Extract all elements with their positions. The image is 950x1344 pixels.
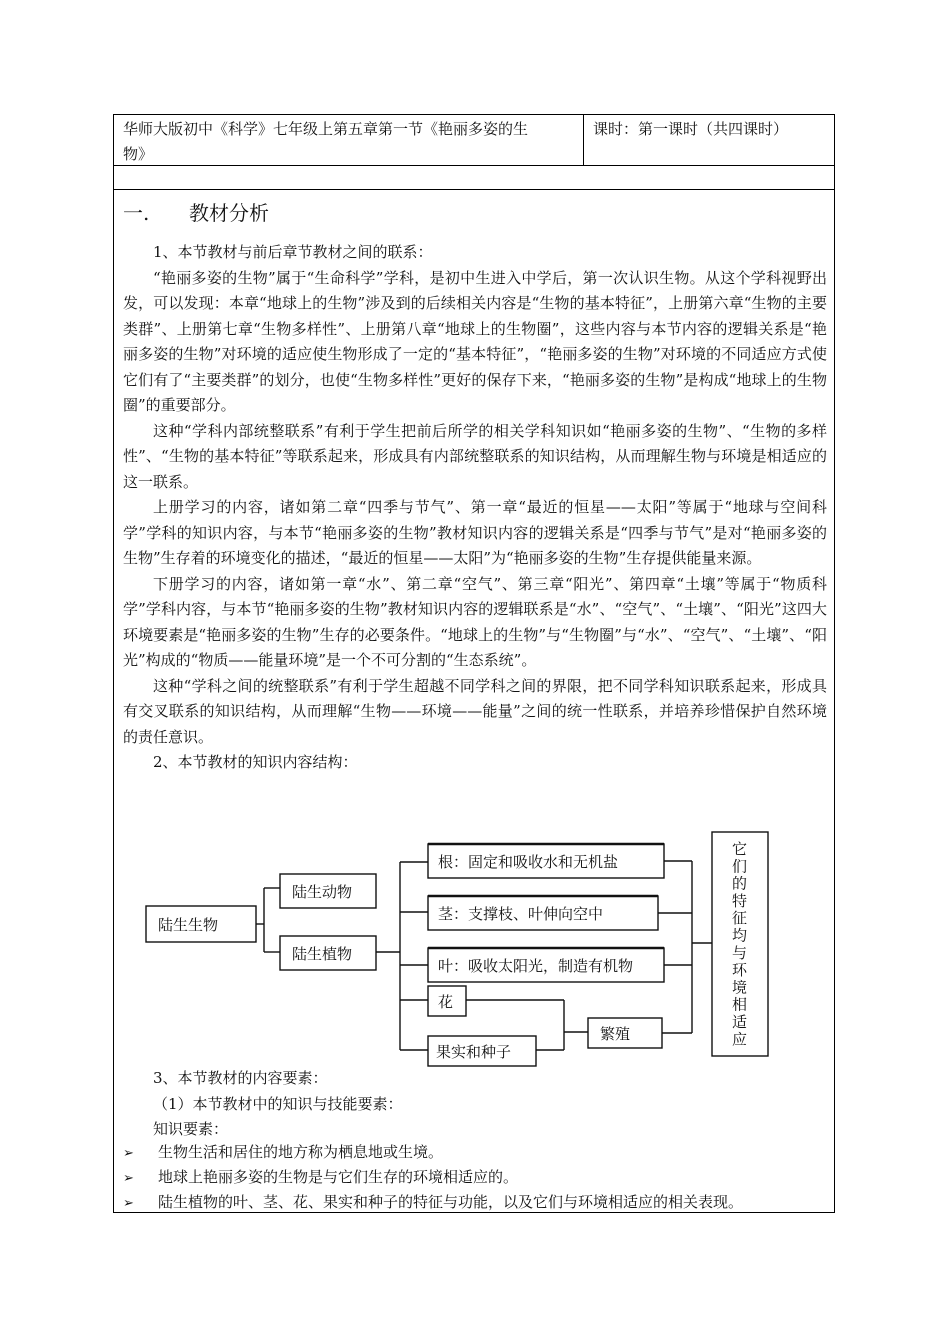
- table-column-divider: [583, 114, 584, 166]
- node-animal: 陆生动物: [292, 883, 353, 901]
- node-reproduction: 繁殖: [600, 1025, 631, 1043]
- list-item-text: 陆生植物的叶、茎、花、果实和种子的特征与功能，以及它们与环境相适应的相关表现。: [158, 1193, 744, 1211]
- s3-subtitle-2: 知识要素：: [153, 1120, 229, 1138]
- s1-title: 1、本节教材与前后章节教材之间的联系：: [153, 243, 433, 261]
- arrow-bullet-icon: ➢: [123, 1196, 134, 1211]
- vertical-label-char: 它: [732, 840, 748, 858]
- s1-paragraph-5: 这种“学科之间的统整联系”有利于学生超越不同学科之间的界限，把不同学科知识联系起来，形成具有交叉联系的知识结构，从而理解“生物——环境——能量”之间的统一性联系，并培养珍惜保护自然环境的责任意识。: [123, 676, 827, 746]
- list-item: [123, 1140, 443, 1166]
- s3-subtitle-1: （1）本节教材中的知识与技能要素：: [153, 1094, 403, 1113]
- vertical-label-char: 的: [732, 874, 748, 893]
- s1-paragraph-4: 下册学习的内容，诸如第一章“水”、第二章“空气”、第三章“阳光”、第四章“土壤”等属于“物质科学”学科内容，与本节“艳丽多姿的生物”教材知识内容的逻辑联系是“水”、“空气”、“土壤”、“阳光”这四大环境要素是“艳丽多姿的生物”生存的必要条件。“地球上的生物”与“生物圈”与“水”、“空气”、“土壤”、“阳光”构成的“物质——能量环境”是一个不可分割的“生态系统”。: [123, 574, 827, 669]
- node-leaf: 叶：吸收太阳光，制造有机物: [438, 957, 634, 975]
- vertical-label-char: 均: [732, 926, 748, 945]
- arrow-bullet-icon: ➢: [123, 1171, 134, 1186]
- s2-title: 2、本节教材的知识内容结构：: [153, 753, 358, 771]
- vertical-label-char: 与: [732, 943, 748, 962]
- lesson-period: 课时：第一课时（共四课时）: [593, 120, 789, 138]
- analysis-text: [123, 240, 827, 776]
- s1-paragraph-2: 这种“学科内部统整联系”有利于学生把前后所学的相关学科知识如“艳丽多姿的生物”、“生物的多样性”、“生物的基本特征”等联系起来，形成具有内部统整联系的知识结构，从而理解生物与环境是相适应的这一联系。: [123, 421, 827, 491]
- vertical-label-char: 应: [732, 1030, 748, 1049]
- vertical-label-char: 相: [732, 995, 748, 1014]
- section-number: 一.: [123, 201, 150, 225]
- node-fruit: 果实和种子: [436, 1043, 512, 1061]
- table-row-divider: [113, 189, 835, 190]
- list-item-text: 地球上艳丽多姿的生物是与它们生存的环境相适应的。: [158, 1168, 519, 1186]
- lesson-title-line2: 物》: [123, 145, 154, 163]
- section-heading: [123, 198, 269, 228]
- vertical-label-char: 境: [732, 978, 748, 997]
- vertical-label-char: 适: [732, 1013, 748, 1031]
- vertical-label-char: 们: [732, 857, 748, 876]
- arrow-bullet-icon: ➢: [123, 1146, 134, 1161]
- list-item: [123, 1165, 518, 1191]
- lesson-title-cell: [123, 117, 578, 167]
- list-item-text: 生物生活和居住的地方称为栖息地或生境。: [158, 1143, 444, 1161]
- node-flower: 花: [438, 993, 454, 1011]
- s3-title: 3、本节教材的内容要素：: [153, 1069, 328, 1087]
- node-plant: 陆生植物: [292, 945, 353, 963]
- structure-diagram-svg: [140, 828, 780, 1080]
- vertical-label-char: 环: [732, 961, 748, 980]
- s1-paragraph-3: 上册学习的内容，诸如第二章“四季与节气”、第一章“最近的恒星——太阳”等属于“地球与空间科学”学科的知识内容，与本节“艳丽多姿的生物”教材知识内容的逻辑关系是“四季与节气”是对“艳丽多姿的生物”生存着的环境变化的描述，“最近的恒星——太阳”为“艳丽多姿的生物”生存提供能量来源。: [123, 498, 827, 567]
- vertical-label-char: 征: [732, 909, 748, 928]
- content-elements: [123, 1066, 827, 1143]
- section-title: 教材分析: [189, 201, 269, 225]
- vertical-label-char: 特: [732, 891, 748, 910]
- node-root-organ: 根：固定和吸收水和无机盐: [438, 853, 619, 871]
- node-stem: 茎：支撑枝、叶伸向空中: [438, 905, 604, 923]
- s1-paragraph-1: “艳丽多姿的生物”属于“生命科学”学科，是初中生进入中学后，第一次认识生物。从这个学科视野出发，可以发现：本章“地球上的生物”涉及到的后续相关内容是“生物的基本特征”，上册第六章“生物的主要类群”、上册第七章“生物多样性”、上册第八章“地球上的生物圈”，这些内容与本节内容的逻辑关系是“艳丽多姿的生物”对环境的适应使生物形成了一定的“基本特征”，“艳丽多姿的生物”对环境的不同适应方式使它们有了“主要类群”的划分，也使“生物多样性”更好的保存下来，“艳丽多姿的生物”是构成“地球上的生物圈”的重要部分。: [123, 268, 827, 414]
- list-item: [123, 1190, 743, 1216]
- node-adaptation-vertical: [732, 840, 748, 1048]
- lesson-title-line1: 华师大版初中《科学》七年级上第五章第一节《艳丽多姿的生: [123, 120, 529, 138]
- node-root: 陆生生物: [158, 916, 219, 934]
- knowledge-structure-diagram: [140, 828, 780, 1084]
